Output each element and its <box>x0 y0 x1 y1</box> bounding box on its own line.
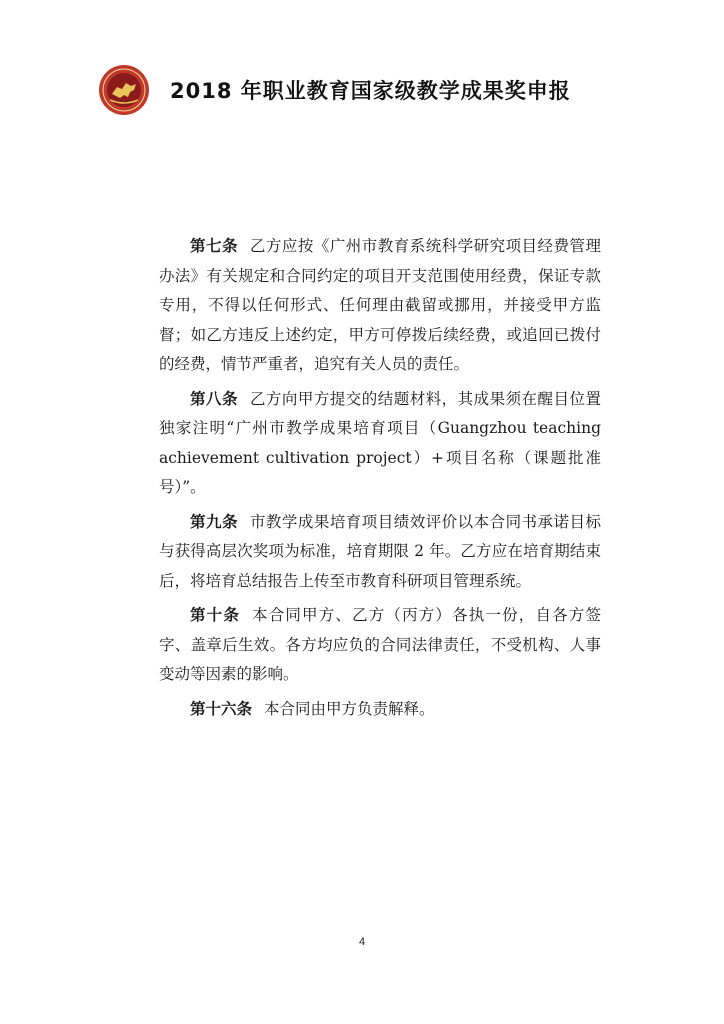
article-10 <box>159 601 601 690</box>
article-text: 乙方应按《广州市教育系统科学研究项目经费管理办法》有关规定和合同约定的项目开支范围使用经费，保证专款专用，不得以任何形式、任何理由截留或挪用，并接受甲方监督；如乙方违反上述约定，甲方可停拨后续经费，或追回已拨付的经费，情节严重者，追究有关人员的责任。 <box>159 237 601 373</box>
header-title: 2018 年职业教育国家级教学成果奖申报 <box>170 79 571 103</box>
article-text: 乙方向甲方提交的结题材料，其成果须在醒目位置独家注明“广州市教学成果培育项目（Guangzhou teaching achievement cultivation project）+项目名称（课题批准号）”。 <box>159 389 601 496</box>
article-label: 第八条 <box>190 389 238 408</box>
article-16 <box>159 695 601 725</box>
article-label: 第十条 <box>190 606 241 624</box>
article-label: 第七条 <box>190 237 238 255</box>
school-emblem-icon <box>98 64 150 116</box>
article-text: 本合同由甲方负责解释。 <box>264 699 435 718</box>
page-header <box>98 64 658 116</box>
contract-articles <box>159 232 601 729</box>
article-label: 第十六条 <box>190 699 253 718</box>
article-9 <box>159 508 601 597</box>
article-label: 第九条 <box>190 512 238 531</box>
article-text: 市教学成果培育项目绩效评价以本合同书承诺目标与获得高层次奖项为标准，培育期限 2 年。乙方应在培育期结束后，将培育总结报告上传至市教育科研项目管理系统。 <box>159 512 601 590</box>
article-8 <box>159 385 601 503</box>
article-7 <box>159 232 601 380</box>
article-text: 本合同甲方、乙方（丙方）各执一份，自各方签字、盖章后生效。各方均应负的合同法律责任，不受机构、人事变动等因素的影响。 <box>159 606 601 683</box>
page-number: 4 <box>358 936 366 948</box>
